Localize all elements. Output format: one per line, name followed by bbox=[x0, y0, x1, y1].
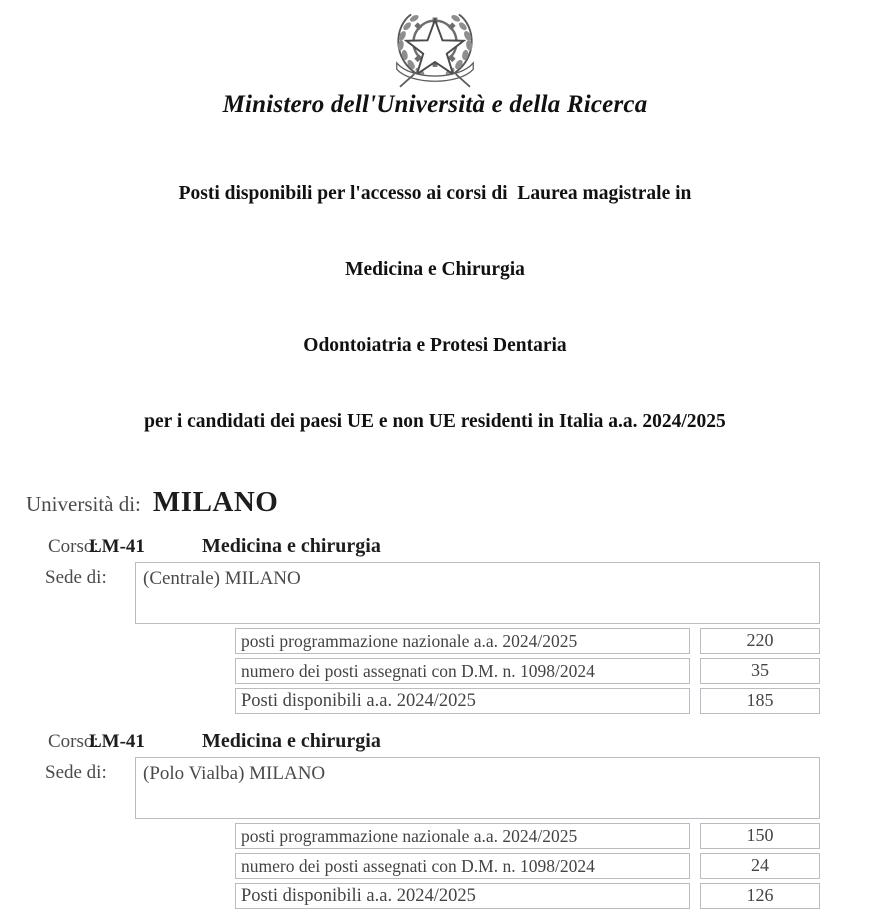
course-block bbox=[0, 730, 870, 909]
university-label: Università di: bbox=[26, 491, 141, 516]
venue-row bbox=[0, 757, 870, 819]
course-code: LM-41 bbox=[89, 730, 145, 752]
row-label: posti programmazione nazionale a.a. 2024/2025 bbox=[235, 823, 690, 849]
row-value: 220 bbox=[700, 628, 820, 654]
course-row bbox=[0, 535, 870, 561]
course-code: LM-41 bbox=[89, 535, 145, 557]
table-row bbox=[235, 853, 870, 879]
row-label: Posti disponibili a.a. 2024/2025 bbox=[235, 883, 690, 909]
row-label: numero dei posti assegnati con D.M. n. 1098/2024 bbox=[235, 658, 690, 684]
university-row bbox=[0, 486, 870, 519]
ministry-title: Ministero dell'Università e della Ricerca bbox=[222, 91, 648, 118]
venue-value-box: (Centrale) MILANO bbox=[135, 562, 820, 624]
row-label: posti programmazione nazionale a.a. 2024/2025 bbox=[235, 628, 690, 654]
row-value: 126 bbox=[700, 883, 820, 909]
course-label: Corso: bbox=[48, 730, 99, 752]
row-value: 185 bbox=[700, 688, 820, 714]
figures-table bbox=[0, 823, 870, 909]
course-name: Medicina e chirurgia bbox=[202, 729, 381, 752]
document-title-line-2: Medicina e Chirurgia bbox=[345, 258, 525, 280]
table-row bbox=[235, 688, 870, 714]
document-title-line-4: per i candidati dei paesi UE e non UE residenti in Italia a.a. 2024/2025 bbox=[144, 411, 726, 433]
document-title-line-3: Odontoiatria e Protesi Dentaria bbox=[303, 335, 567, 356]
table-row bbox=[235, 658, 870, 684]
venue-value-box: (Polo Vialba) MILANO bbox=[135, 757, 820, 819]
table-row bbox=[235, 628, 870, 654]
row-label: Posti disponibili a.a. 2024/2025 bbox=[235, 688, 690, 714]
course-name: Medicina e chirurgia bbox=[202, 534, 381, 557]
document-title-line-1: Posti disponibili per l'accesso ai corsi di Laurea magistrale in bbox=[178, 182, 692, 204]
document-title bbox=[0, 130, 870, 459]
italian-republic-emblem-icon bbox=[387, 4, 483, 90]
venue-row bbox=[0, 562, 870, 624]
course-label: Corso: bbox=[48, 535, 99, 557]
course-block bbox=[0, 535, 870, 714]
venue-label: Sede di: bbox=[45, 566, 107, 588]
table-row bbox=[235, 883, 870, 909]
university-name: MILANO bbox=[152, 485, 279, 518]
row-label: numero dei posti assegnati con D.M. n. 1098/2024 bbox=[235, 853, 690, 879]
row-value: 35 bbox=[700, 658, 820, 684]
venue-label: Sede di: bbox=[45, 761, 107, 783]
row-value: 24 bbox=[700, 853, 820, 879]
row-value: 150 bbox=[700, 823, 820, 849]
emblem-container bbox=[0, 0, 870, 90]
course-row bbox=[0, 730, 870, 756]
table-row bbox=[235, 823, 870, 849]
figures-table bbox=[0, 628, 870, 714]
